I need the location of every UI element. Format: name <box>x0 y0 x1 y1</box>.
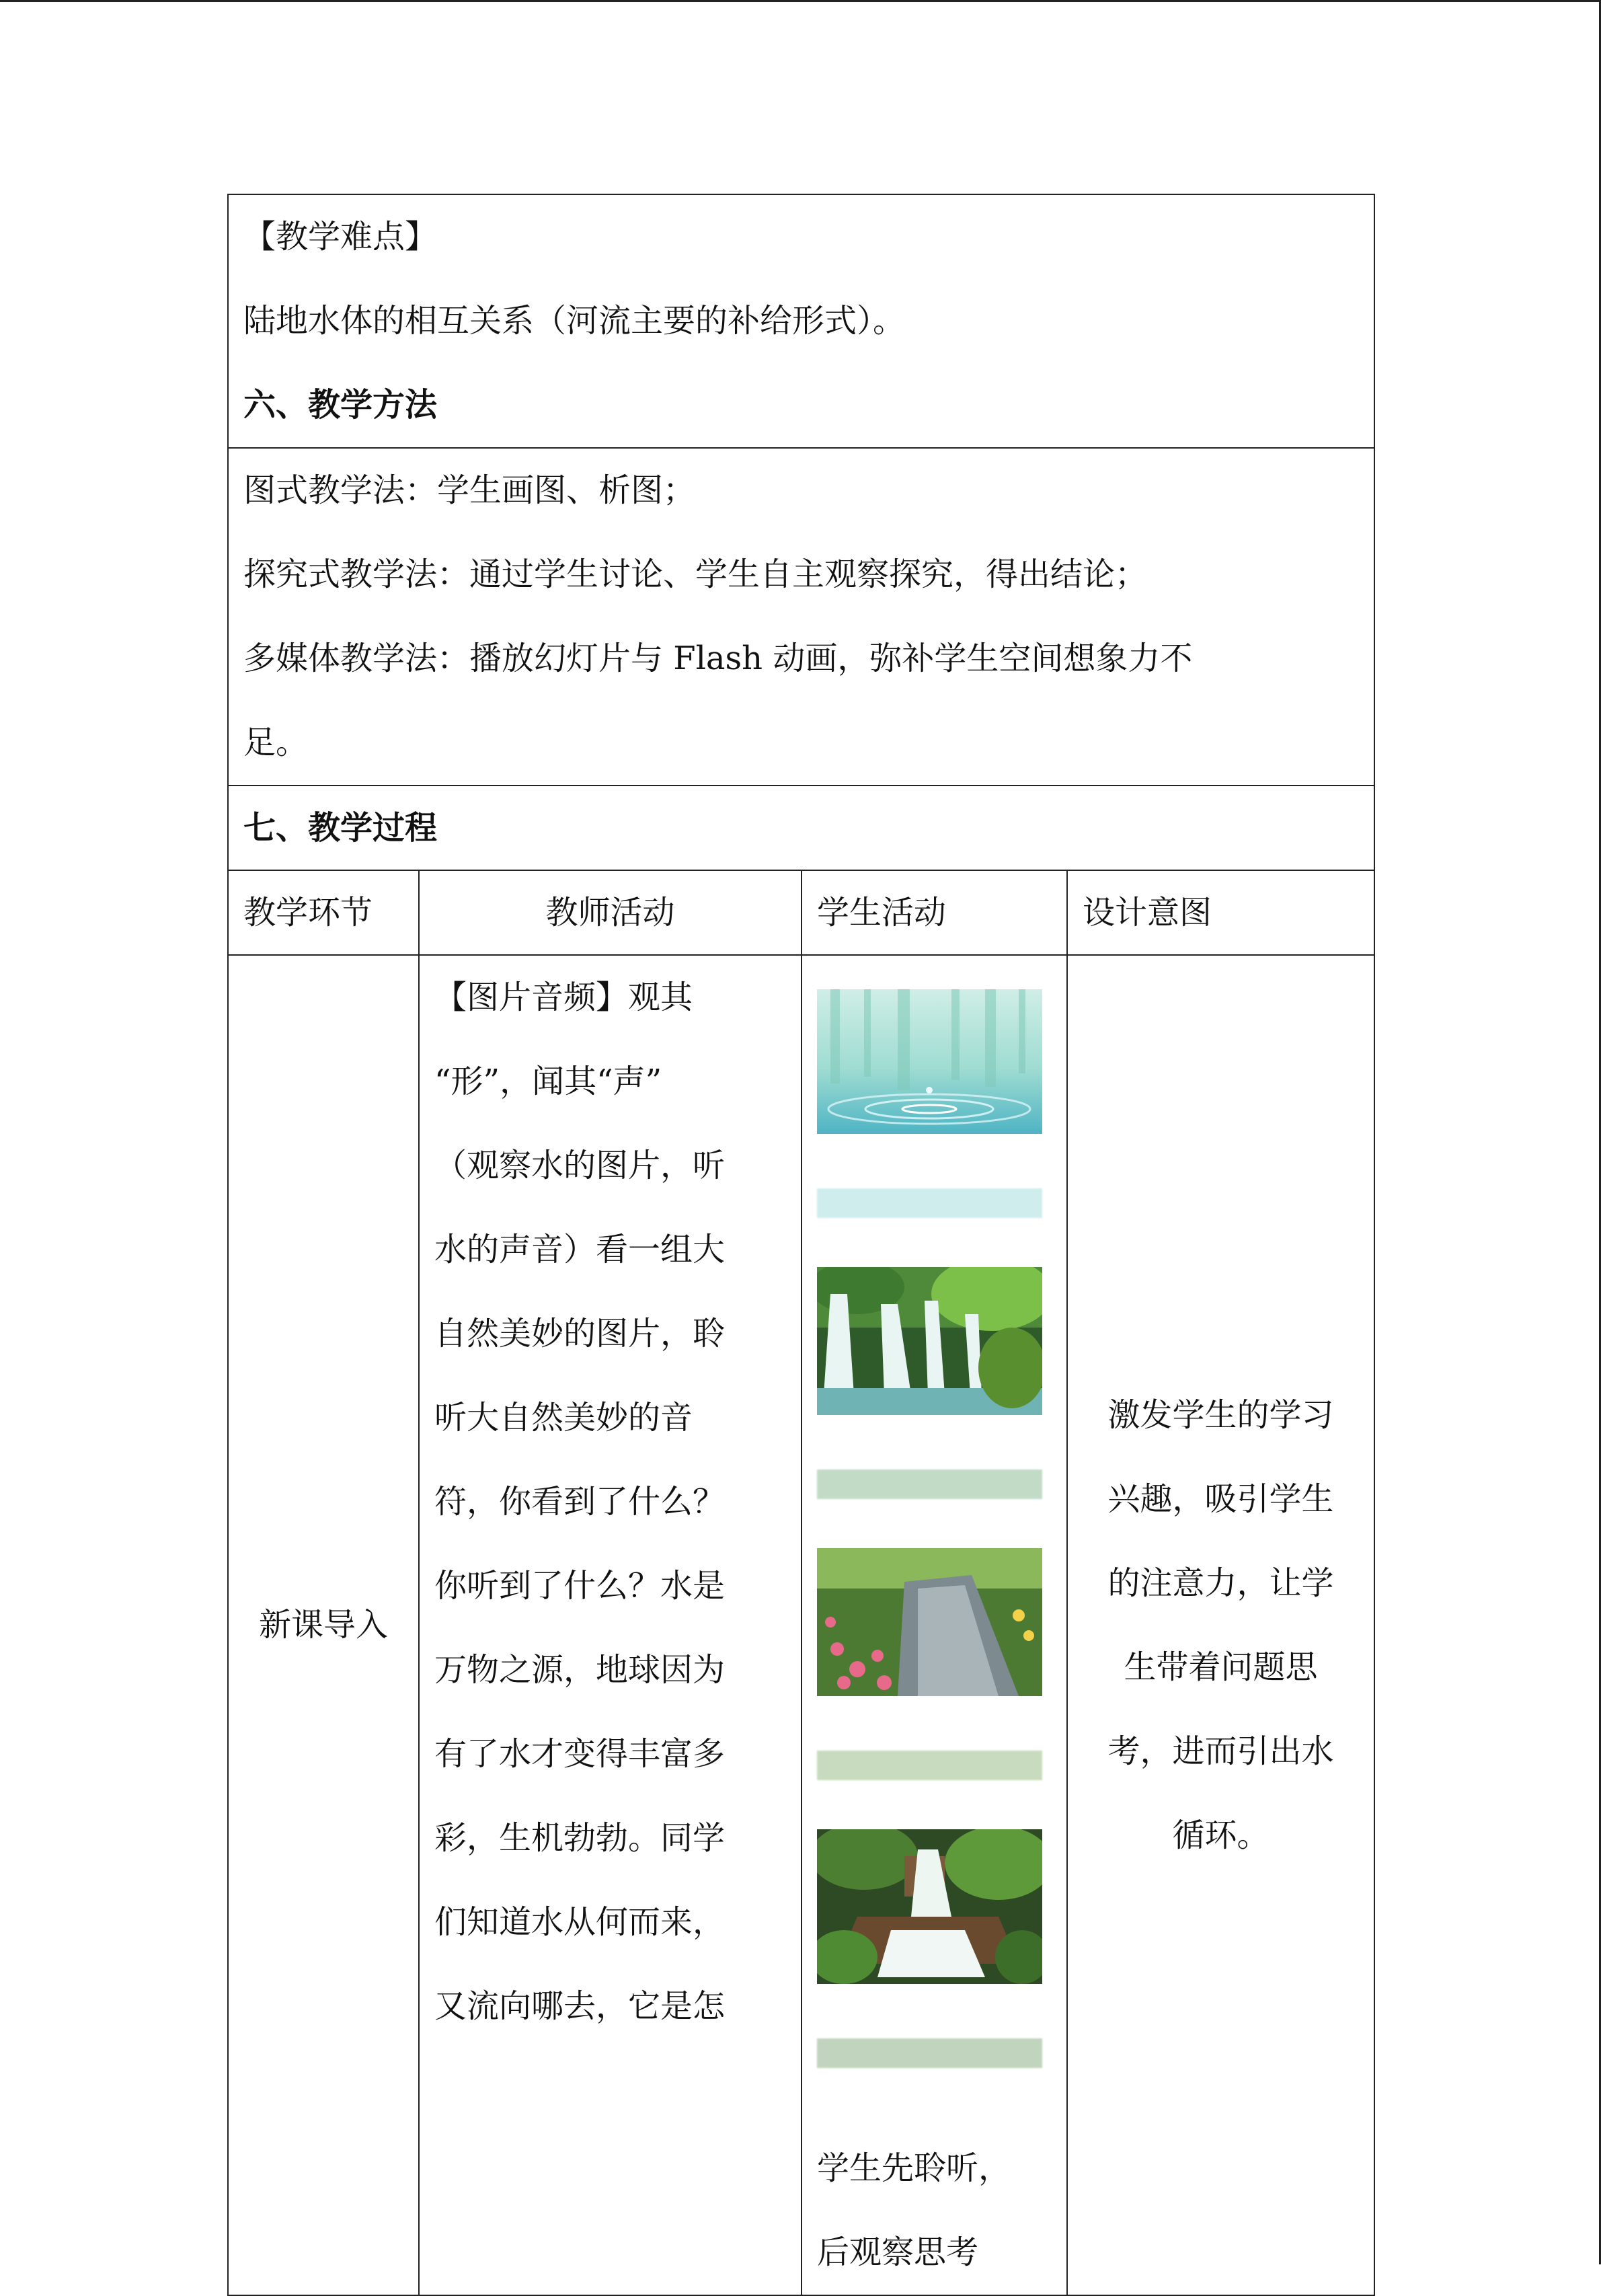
design-intent-cell <box>1067 955 1374 2295</box>
design-line-1: 激发学生的学习 <box>1107 1395 1334 1434</box>
cascade-image <box>817 1829 1042 2100</box>
design-line-3: 的注意力，让学 <box>1107 1564 1334 1602</box>
teacher-activity-cell <box>419 955 802 2295</box>
teacher-line-13: 又流向哪去，它是怎 <box>434 1987 726 2025</box>
student-line-2: 后观察思考 <box>817 2233 979 2271</box>
stream-reflection <box>817 1751 1042 1780</box>
method-line-1: 图式教学法：学生画图、析图； <box>243 471 696 509</box>
design-line-4: 生带着问题思 <box>1124 1648 1318 1686</box>
process-heading: 七、教学过程 <box>228 786 1374 870</box>
design-line-6: 循环。 <box>1172 1816 1270 1854</box>
stream-image <box>817 1548 1042 1812</box>
teacher-line-1: 【图片音频】观其 <box>434 979 693 1016</box>
teacher-line-3: （观察水的图片，听 <box>434 1147 726 1184</box>
student-text-block <box>817 2127 1052 2295</box>
difficulty-text: 陆地水体的相互关系（河流主要的补给形式）。 <box>243 302 906 340</box>
lesson-plan-table <box>227 194 1375 2296</box>
waterfall-photo <box>817 1267 1042 1415</box>
teacher-line-6: 听大自然美妙的音 <box>434 1399 693 1437</box>
difficulty-row <box>228 194 1374 448</box>
methods-heading: 六、教学方法 <box>243 386 438 424</box>
teacher-line-7: 符，你看到了什么？ <box>434 1483 726 1521</box>
col-header-teacher: 教师活动 <box>419 870 802 955</box>
page-top-border <box>0 0 1601 2</box>
stage-cell: 新课导入 <box>228 955 419 2295</box>
col-header-stage: 教学环节 <box>228 870 419 955</box>
water-drop-reflection <box>817 1188 1042 1218</box>
student-line-1: 学生先聆听， <box>817 2149 1011 2187</box>
teacher-line-10: 有了水才变得丰富多 <box>434 1735 726 1773</box>
col-header-design: 设计意图 <box>1067 870 1374 955</box>
water-drop-image <box>817 989 1042 1250</box>
cascade-reflection <box>817 2038 1042 2068</box>
teacher-line-4: 水的声音）看一组大 <box>434 1231 726 1268</box>
water-drop-photo <box>817 989 1042 1134</box>
design-line-5: 考，进而引出水 <box>1107 1732 1334 1770</box>
teacher-line-9: 万物之源，地球因为 <box>434 1651 726 1689</box>
waterfall-reflection <box>817 1469 1042 1499</box>
intro-row <box>228 955 1374 2295</box>
process-heading-row <box>228 786 1374 870</box>
teacher-line-11: 彩，生机勃勃。同学 <box>434 1819 726 1857</box>
teacher-line-12: 们知道水从何而来， <box>434 1903 726 1941</box>
teacher-line-8: 你听到了什么？水是 <box>434 1567 726 1605</box>
method-line-4: 足。 <box>243 724 309 761</box>
stream-photo <box>817 1548 1042 1696</box>
cascade-photo <box>817 1829 1042 1984</box>
column-header-row <box>228 870 1374 955</box>
design-line-2: 兴趣，吸引学生 <box>1107 1480 1334 1518</box>
col-header-student: 学生活动 <box>802 870 1067 955</box>
teacher-line-5: 自然美妙的图片，聆 <box>434 1315 726 1352</box>
method-line-2: 探究式教学法：通过学生讨论、学生自主观察探究，得出结论； <box>243 556 1148 593</box>
student-activity-cell <box>802 955 1067 2295</box>
difficulty-heading: 【教学难点】 <box>243 218 438 256</box>
methods-row <box>228 448 1374 786</box>
teacher-line-2: “形”，闻其“声” <box>434 1063 662 1100</box>
waterfall-image <box>817 1267 1042 1531</box>
method-line-3: 多媒体教学法：播放幻灯片与 Flash 动画，弥补学生空间想象力不 <box>243 640 1193 677</box>
